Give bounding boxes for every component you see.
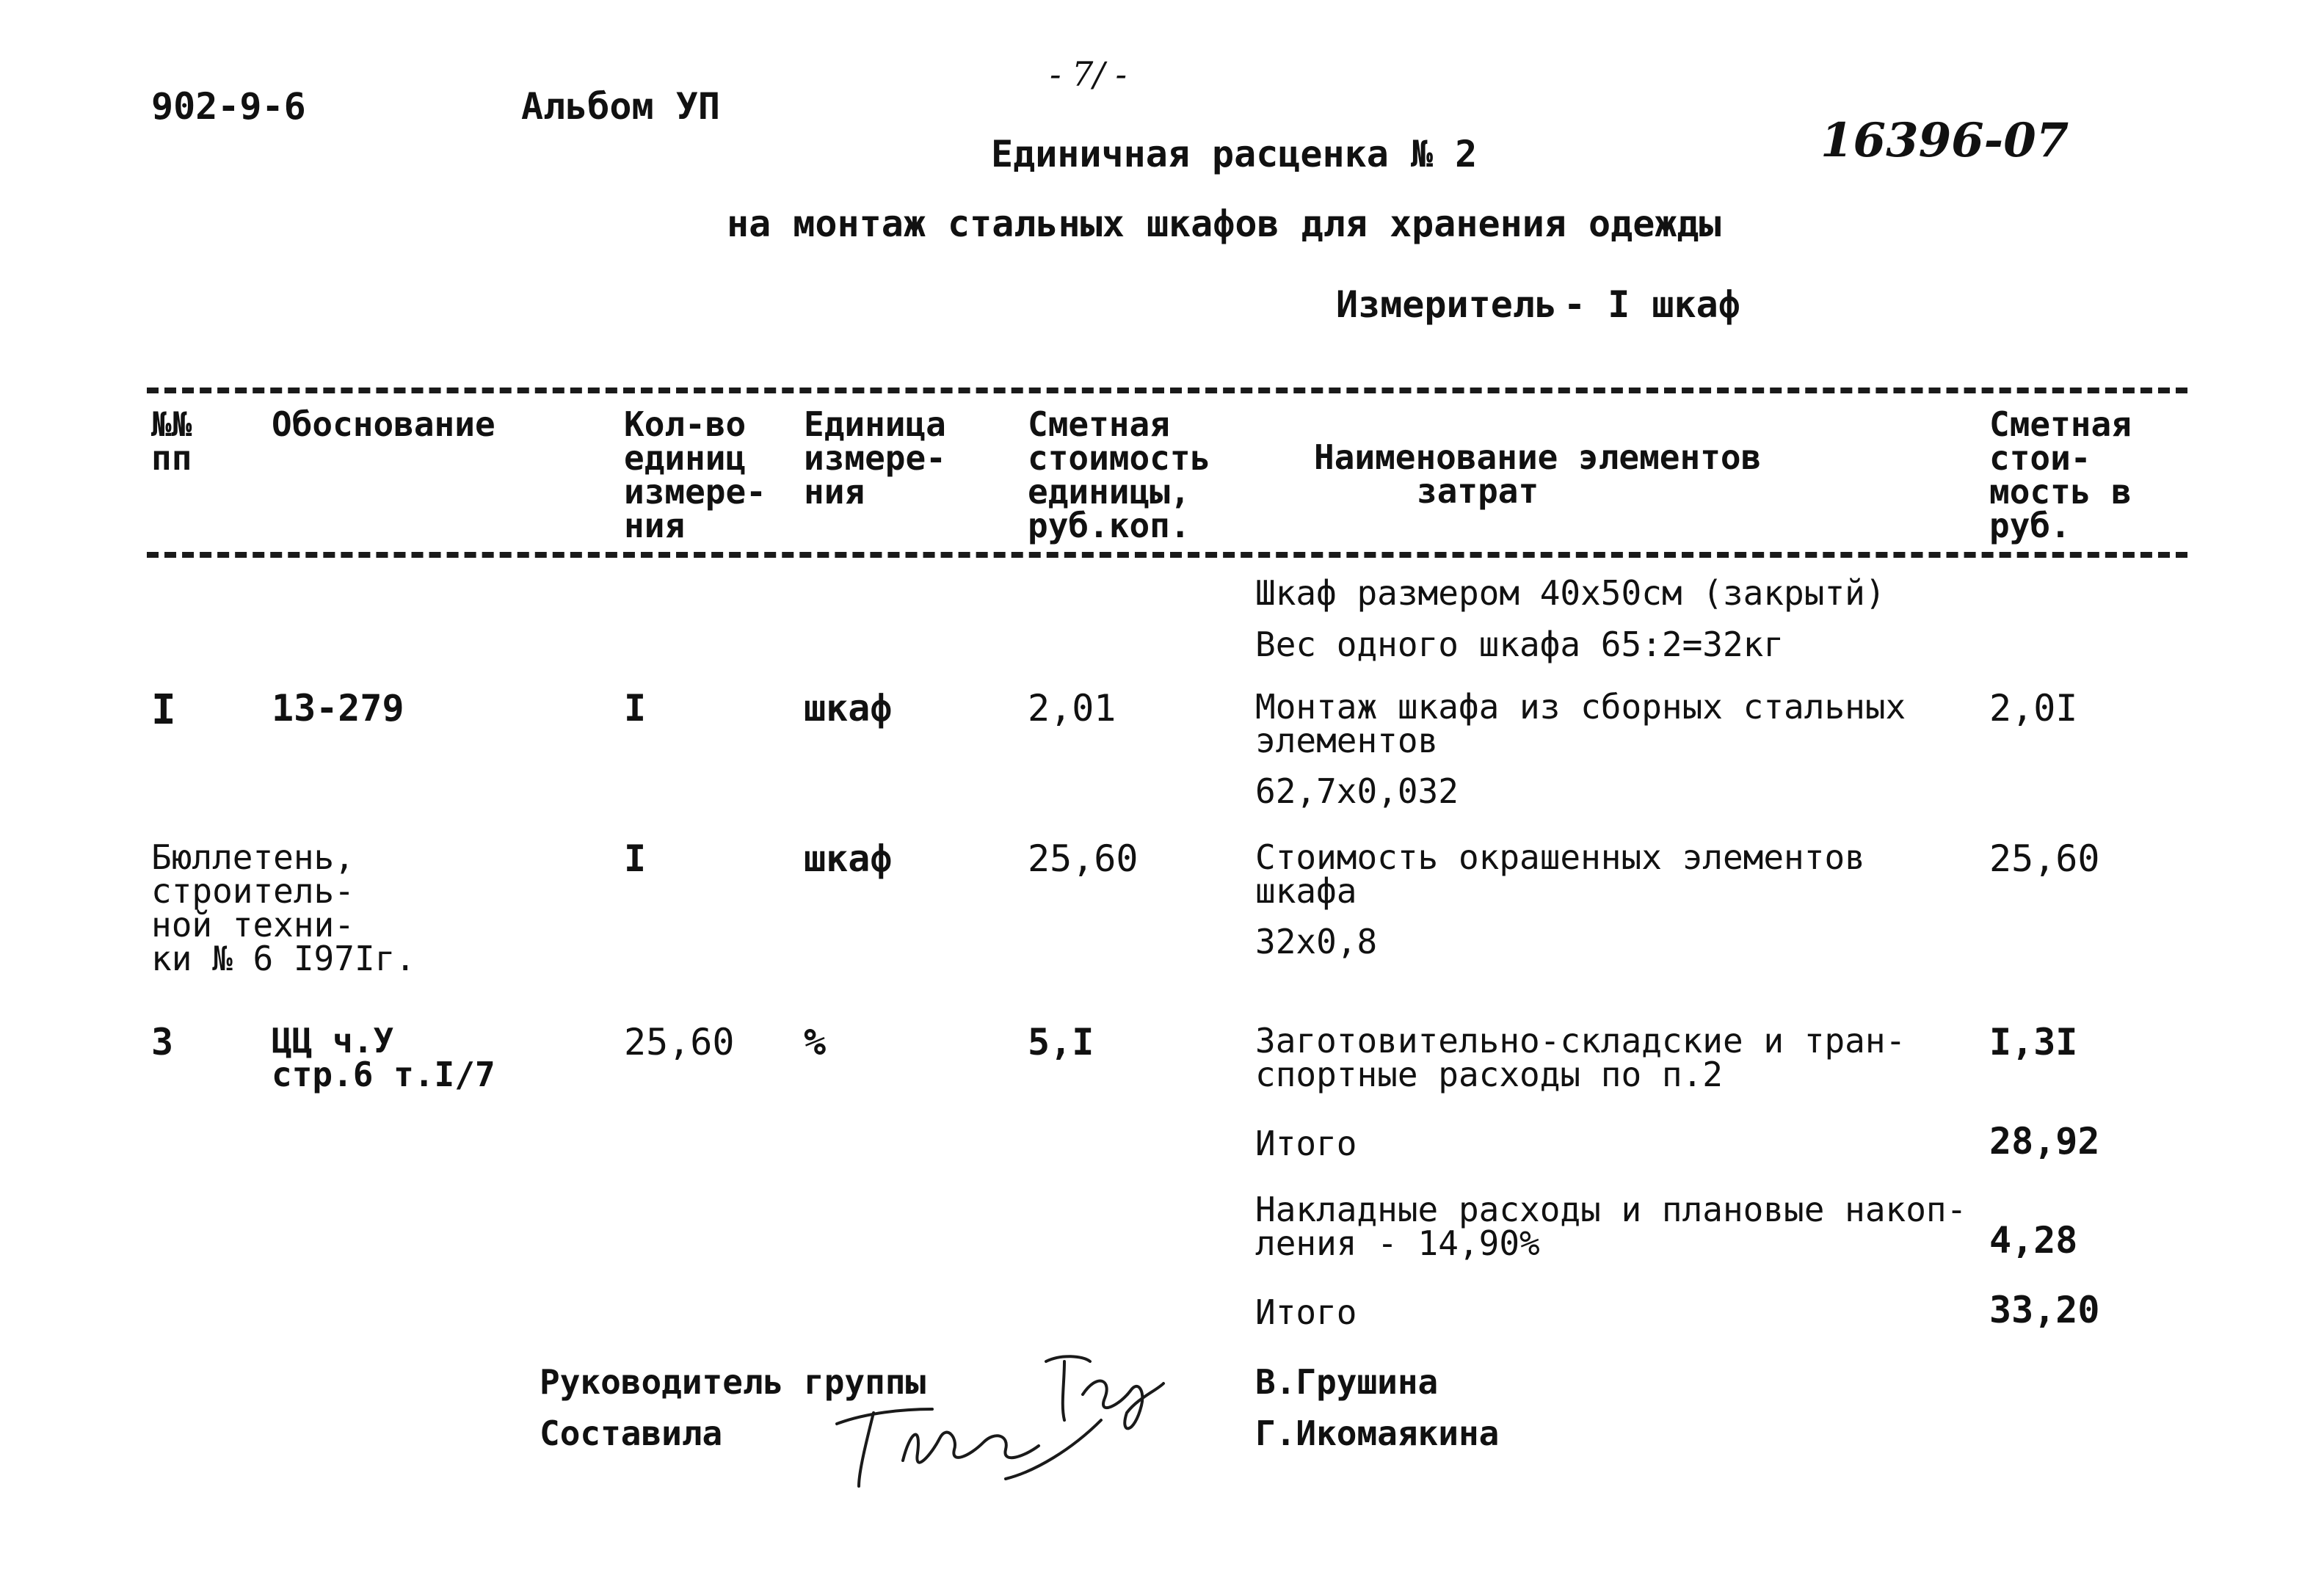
document-code: 902-9-6 — [151, 85, 306, 128]
row-3-unit-cost: 5,I — [1028, 1021, 1094, 1063]
page-number: - 7/ - — [1050, 54, 1127, 94]
row-2-calculation: 32х0,8 — [1255, 922, 1378, 961]
row-3-quantity: 25,60 — [624, 1021, 735, 1063]
row-1-quantity: I — [624, 687, 647, 730]
cabinet-size-note: Шкаф размером 40х50см (закрытй) — [1255, 573, 1886, 613]
column-header-basis: Обоснование — [272, 404, 495, 444]
row-1-unit-cost: 2,01 — [1028, 687, 1116, 730]
row-2-basis: Бюллетень, строитель- ной техни- ки № 6 I97Iг. — [151, 837, 416, 978]
signature-name-lead: В.Грушина — [1255, 1362, 1439, 1402]
grand-total-value: 33,20 — [1989, 1289, 2100, 1331]
measure-label: Измеритель — [1336, 283, 1558, 326]
column-header-total: Сметная стои- мость в руб. — [1989, 404, 2132, 545]
signature-role-lead: Руководитель группы — [540, 1362, 926, 1402]
overhead-label: Накладные расходы и плановые накоп- ления - 14,90% — [1255, 1190, 1967, 1263]
column-header-unit-cost: Сметная стоимость единицы, руб.коп. — [1028, 404, 1211, 545]
row-1-description: Монтаж шкафа из сборных стальных элементов — [1255, 687, 1906, 760]
row-3-number: 3 — [151, 1021, 174, 1063]
row-2-unit: шкаф — [804, 837, 893, 880]
row-3-total: I,3I — [1989, 1021, 2078, 1063]
grand-total-label: Итого — [1255, 1292, 1357, 1332]
row-1-calculation: 62,7х0,032 — [1255, 771, 1459, 811]
row-1-number: I — [151, 686, 176, 734]
cabinet-weight-note: Вес одного шкафа 65:2=32кг — [1255, 625, 1784, 664]
table-header-rule — [147, 552, 2187, 558]
subtotal-value: 28,92 — [1989, 1120, 2100, 1163]
album-label: Альбом УП — [521, 85, 720, 128]
row-3-basis: ЦЦ ч.У стр.6 т.I/7 — [272, 1021, 495, 1094]
column-header-quantity: Кол-во единиц измере- ния — [624, 404, 766, 545]
table-top-rule — [147, 388, 2187, 393]
column-header-description: Наименование элементов затрат — [1314, 437, 1762, 511]
row-2-quantity: I — [624, 837, 647, 880]
signature-role-compiler: Составила — [540, 1414, 723, 1453]
signature-compiler-scribble — [837, 1409, 1101, 1486]
row-2-description: Стоимость окрашенных элементов шкафа — [1255, 837, 1865, 911]
column-header-number: №№ пп — [151, 404, 192, 478]
row-2-total: 25,60 — [1989, 837, 2100, 880]
column-header-unit: Единица измере- ния — [804, 404, 946, 512]
signature-name-compiler: Г.Икомаякина — [1255, 1414, 1500, 1453]
row-3-unit: % — [804, 1021, 827, 1063]
row-1-basis: 13-279 — [272, 687, 404, 730]
overhead-value: 4,28 — [1989, 1219, 2078, 1262]
subtotal-label: Итого — [1255, 1124, 1357, 1163]
row-3-description: Заготовительно-складские и тран- спортные расходы по п.2 — [1255, 1021, 1906, 1094]
row-2-unit-cost: 25,60 — [1028, 837, 1139, 880]
signature-lead-scribble — [1046, 1356, 1163, 1428]
measure-value: - I шкаф — [1564, 283, 1740, 326]
document-title: Единичная расценка № 2 — [991, 133, 1478, 175]
document-subtitle: на монтаж стальных шкафов для хранения одежды — [727, 203, 1721, 245]
row-1-unit: шкаф — [804, 687, 893, 730]
stamp-number: 16396-07 — [1820, 113, 2069, 168]
row-1-total: 2,0I — [1989, 687, 2078, 730]
